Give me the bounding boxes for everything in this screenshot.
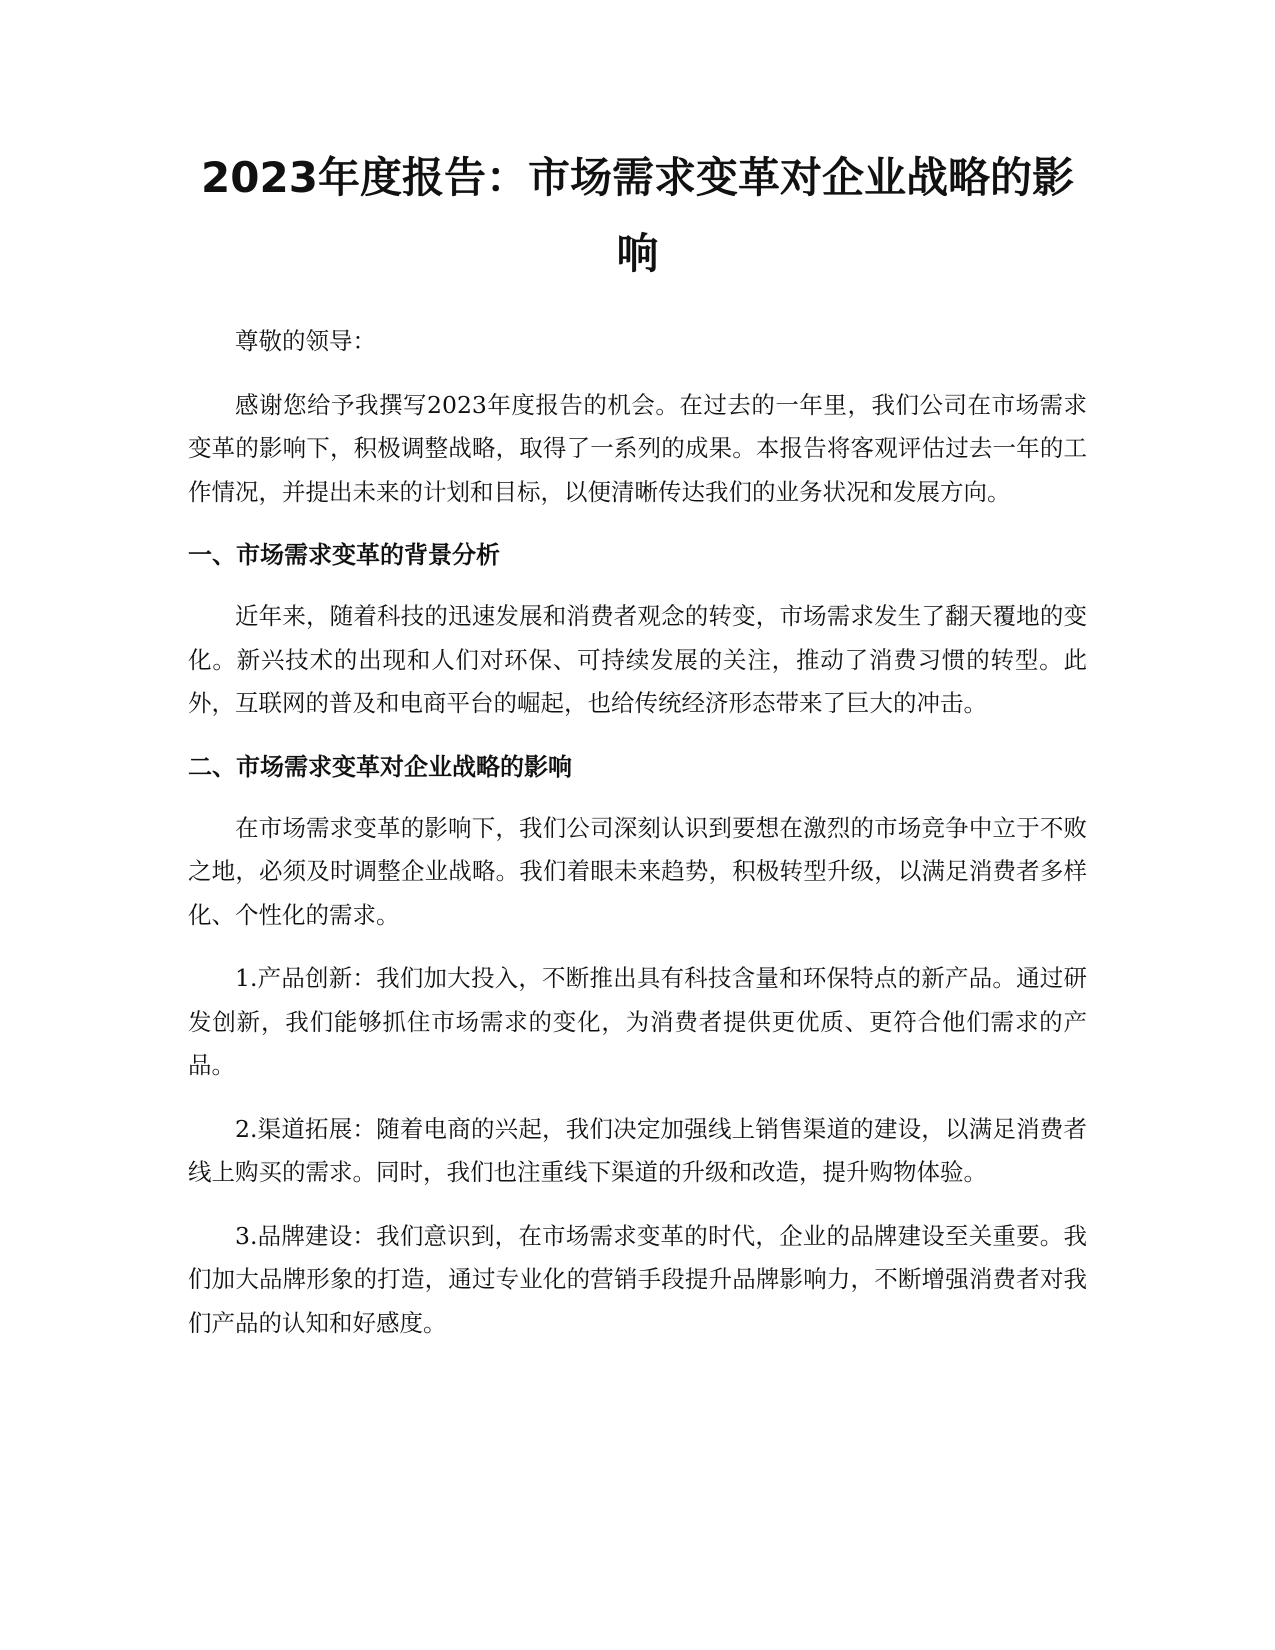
list-item-channel-expansion: 2.渠道拓展：随着电商的兴起，我们决定加强线上销售渠道的建设，以满足消费者线上购买的需求。同时，我们也注重线下渠道的升级和改造，提升购物体验。 [188, 1114, 1087, 1186]
section-2-paragraph: 在市场需求变革的影响下，我们公司深刻认识到要想在激烈的市场竞争中立于不败之地，必须及时调整企业战略。我们着眼未来趋势，积极转型升级，以满足消费者多样化、个性化的需求。 [188, 813, 1087, 929]
intro-paragraph: 感谢您给予我撰写2023年度报告的机会。在过去的一年里，我们公司在市场需求变革的影响下，积极调整战略，取得了一系列的成果。本报告将客观评估过去一年的工作情况，并提出未来的计划和目标，以便清晰传达我们的业务状况和发展方向。 [188, 390, 1087, 506]
section-1-paragraph: 近年来，随着科技的迅速发展和消费者观念的转变，市场需求发生了翻天覆地的变化。新兴技术的出现和人们对环保、可持续发展的关注，推动了消费习惯的转型。此外，互联网的普及和电商平台的崛起，也给传统经济形态带来了巨大的冲击。 [188, 602, 1087, 717]
document-title: 2023年度报告：市场需求变革对企业战略的影响 [201, 153, 1074, 278]
section-2-heading: 二、市场需求变革对企业战略的影响 [188, 752, 572, 781]
list-item-product-innovation: 1.产品创新：我们加大投入，不断推出具有科技含量和环保特点的新产品。通过研发创新，我们能够抓住市场需求的变化，为消费者提供更优质、更符合他们需求的产品。 [188, 964, 1087, 1079]
list-item-brand-building: 3.品牌建设：我们意识到，在市场需求变革的时代，企业的品牌建设至关重要。我们加大品牌形象的打造，通过专业化的营销手段提升品牌影响力，不断增强消费者对我们产品的认知和好感度。 [188, 1221, 1087, 1337]
salutation: 尊敬的领导： [235, 327, 376, 355]
document-page [188, 140, 1087, 1365]
section-1-heading: 一、市场需求变革的背景分析 [188, 541, 500, 569]
